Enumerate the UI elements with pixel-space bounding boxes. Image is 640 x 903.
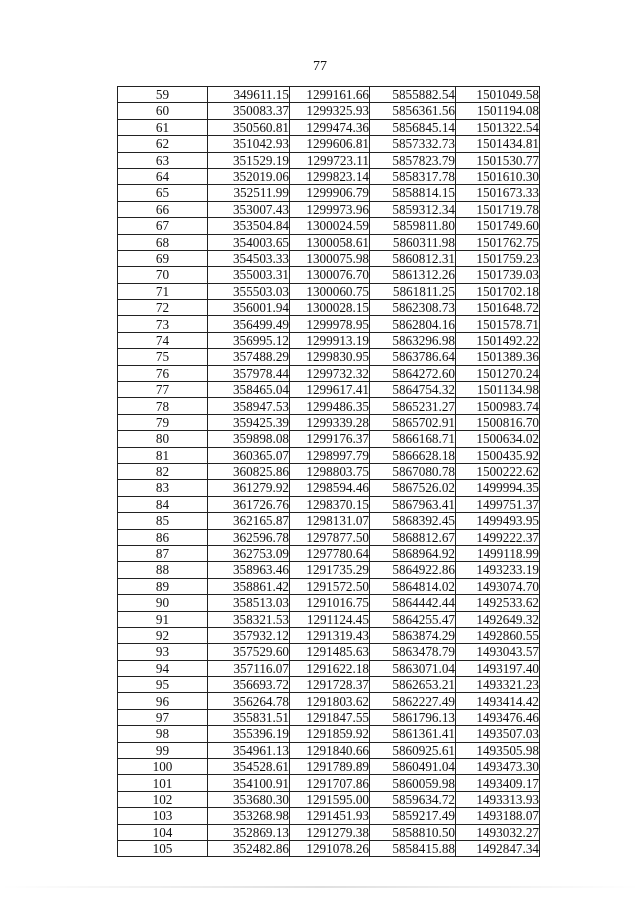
coordinate-cell: 1291789.89 bbox=[290, 759, 370, 775]
coordinate-cell: 349611.15 bbox=[208, 87, 290, 103]
coordinate-cell: 355003.31 bbox=[208, 267, 290, 283]
point-number-cell: 86 bbox=[118, 529, 208, 545]
point-number-cell: 97 bbox=[118, 709, 208, 725]
point-number-cell: 72 bbox=[118, 300, 208, 316]
coordinate-cell: 5868964.92 bbox=[370, 545, 456, 561]
coordinate-cell: 1298594.46 bbox=[290, 480, 370, 496]
point-number-cell: 99 bbox=[118, 742, 208, 758]
point-number-cell: 75 bbox=[118, 349, 208, 365]
point-number-cell: 79 bbox=[118, 414, 208, 430]
table-row bbox=[118, 152, 540, 168]
coordinate-cell: 5862653.21 bbox=[370, 677, 456, 693]
coordinate-cell: 353680.30 bbox=[208, 791, 290, 807]
coordinate-cell: 1291078.26 bbox=[290, 840, 370, 856]
table-row bbox=[118, 791, 540, 807]
coordinate-cell: 1501492.22 bbox=[456, 332, 540, 348]
table-row bbox=[118, 808, 540, 824]
table-row bbox=[118, 824, 540, 840]
coordinate-cell: 1500634.02 bbox=[456, 431, 540, 447]
coordinate-cell: 1493505.98 bbox=[456, 742, 540, 758]
coordinate-cell: 5867963.41 bbox=[370, 496, 456, 512]
coordinate-cell: 1501389.36 bbox=[456, 349, 540, 365]
coordinate-cell: 359898.08 bbox=[208, 431, 290, 447]
coordinate-cell: 5860812.31 bbox=[370, 250, 456, 266]
coordinate-cell: 361726.76 bbox=[208, 496, 290, 512]
coordinate-cell: 1291847.55 bbox=[290, 709, 370, 725]
coordinate-cell: 1499222.37 bbox=[456, 529, 540, 545]
table-row bbox=[118, 168, 540, 184]
coordinate-cell: 1291707.86 bbox=[290, 775, 370, 791]
table-row bbox=[118, 463, 540, 479]
coordinate-cell: 354528.61 bbox=[208, 759, 290, 775]
table-row bbox=[118, 496, 540, 512]
table-row bbox=[118, 300, 540, 316]
coordinate-cell: 5862308.73 bbox=[370, 300, 456, 316]
coordinate-cell: 354503.33 bbox=[208, 250, 290, 266]
coordinate-cell: 5858810.50 bbox=[370, 824, 456, 840]
table-row bbox=[118, 644, 540, 660]
point-number-cell: 80 bbox=[118, 431, 208, 447]
point-number-cell: 83 bbox=[118, 480, 208, 496]
table-row bbox=[118, 103, 540, 119]
table-row bbox=[118, 119, 540, 135]
table-row bbox=[118, 447, 540, 463]
coordinate-cell: 5860491.04 bbox=[370, 759, 456, 775]
coordinate-cell: 357116.07 bbox=[208, 660, 290, 676]
coordinate-cell: 1297877.50 bbox=[290, 529, 370, 545]
coordinate-cell: 1291859.92 bbox=[290, 726, 370, 742]
coordinate-cell: 1291595.00 bbox=[290, 791, 370, 807]
coordinate-cell: 5861312.26 bbox=[370, 267, 456, 283]
coordinate-table bbox=[117, 86, 540, 857]
table-row bbox=[118, 398, 540, 414]
coordinate-cell: 5856845.14 bbox=[370, 119, 456, 135]
coordinate-cell: 1291622.18 bbox=[290, 660, 370, 676]
table-row bbox=[118, 431, 540, 447]
coordinate-cell: 5868392.45 bbox=[370, 513, 456, 529]
coordinate-cell: 5865231.27 bbox=[370, 398, 456, 414]
coordinate-cell: 1501134.98 bbox=[456, 382, 540, 398]
table-row bbox=[118, 185, 540, 201]
coordinate-cell: 1501610.30 bbox=[456, 168, 540, 184]
coordinate-cell: 5864255.47 bbox=[370, 611, 456, 627]
coordinate-cell: 1291124.45 bbox=[290, 611, 370, 627]
coordinate-cell: 1299325.93 bbox=[290, 103, 370, 119]
coordinate-cell: 353504.84 bbox=[208, 218, 290, 234]
coordinate-cell: 1501434.81 bbox=[456, 136, 540, 152]
coordinate-cell: 358861.42 bbox=[208, 578, 290, 594]
coordinate-cell: 357529.60 bbox=[208, 644, 290, 660]
point-number-cell: 69 bbox=[118, 250, 208, 266]
table-row bbox=[118, 250, 540, 266]
point-number-cell: 77 bbox=[118, 382, 208, 398]
coordinate-cell: 361279.92 bbox=[208, 480, 290, 496]
point-number-cell: 65 bbox=[118, 185, 208, 201]
coordinate-cell: 1499994.35 bbox=[456, 480, 540, 496]
table-row bbox=[118, 677, 540, 693]
coordinate-cell: 1501049.58 bbox=[456, 87, 540, 103]
coordinate-table-body bbox=[118, 87, 540, 857]
coordinate-cell: 358963.46 bbox=[208, 562, 290, 578]
coordinate-cell: 357932.12 bbox=[208, 627, 290, 643]
coordinate-cell: 5863478.79 bbox=[370, 644, 456, 660]
coordinate-cell: 355831.51 bbox=[208, 709, 290, 725]
coordinate-cell: 5859312.34 bbox=[370, 201, 456, 217]
point-number-cell: 103 bbox=[118, 808, 208, 824]
coordinate-cell: 355396.19 bbox=[208, 726, 290, 742]
coordinate-cell: 354100.91 bbox=[208, 775, 290, 791]
coordinate-cell: 1501530.77 bbox=[456, 152, 540, 168]
coordinate-cell: 356001.94 bbox=[208, 300, 290, 316]
coordinate-cell: 362165.87 bbox=[208, 513, 290, 529]
coordinate-cell: 1501270.24 bbox=[456, 365, 540, 381]
coordinate-cell: 1299823.14 bbox=[290, 168, 370, 184]
coordinate-cell: 353007.43 bbox=[208, 201, 290, 217]
coordinate-cell: 1299973.96 bbox=[290, 201, 370, 217]
coordinate-cell: 1298803.75 bbox=[290, 463, 370, 479]
coordinate-cell: 356499.49 bbox=[208, 316, 290, 332]
coordinate-cell: 355503.03 bbox=[208, 283, 290, 299]
table-row bbox=[118, 545, 540, 561]
coordinate-cell: 1299978.95 bbox=[290, 316, 370, 332]
table-row bbox=[118, 611, 540, 627]
coordinate-cell: 1492847.34 bbox=[456, 840, 540, 856]
coordinate-cell: 5859634.72 bbox=[370, 791, 456, 807]
coordinate-cell: 1500435.92 bbox=[456, 447, 540, 463]
page-number: 77 bbox=[313, 59, 327, 74]
table-row bbox=[118, 742, 540, 758]
coordinate-cell: 1501578.71 bbox=[456, 316, 540, 332]
point-number-cell: 84 bbox=[118, 496, 208, 512]
coordinate-cell: 1493197.40 bbox=[456, 660, 540, 676]
coordinate-cell: 1299486.35 bbox=[290, 398, 370, 414]
table-row bbox=[118, 693, 540, 709]
coordinate-cell: 362753.09 bbox=[208, 545, 290, 561]
coordinate-cell: 1298997.79 bbox=[290, 447, 370, 463]
coordinate-cell: 1493074.70 bbox=[456, 578, 540, 594]
point-number-cell: 105 bbox=[118, 840, 208, 856]
table-row bbox=[118, 480, 540, 496]
coordinate-cell: 5863786.64 bbox=[370, 349, 456, 365]
coordinate-cell: 5861811.25 bbox=[370, 283, 456, 299]
coordinate-cell: 360825.86 bbox=[208, 463, 290, 479]
point-number-cell: 70 bbox=[118, 267, 208, 283]
table-row bbox=[118, 759, 540, 775]
coordinate-cell: 356693.72 bbox=[208, 677, 290, 693]
coordinate-cell: 358465.04 bbox=[208, 382, 290, 398]
coordinate-cell: 358947.53 bbox=[208, 398, 290, 414]
table-row bbox=[118, 87, 540, 103]
coordinate-cell: 5861796.13 bbox=[370, 709, 456, 725]
coordinate-cell: 5864754.32 bbox=[370, 382, 456, 398]
coordinate-cell: 5860059.98 bbox=[370, 775, 456, 791]
coordinate-cell: 1493313.93 bbox=[456, 791, 540, 807]
coordinate-cell: 1300075.98 bbox=[290, 250, 370, 266]
table-row bbox=[118, 332, 540, 348]
coordinate-cell: 1291485.63 bbox=[290, 644, 370, 660]
coordinate-cell: 1299339.28 bbox=[290, 414, 370, 430]
coordinate-cell: 1300024.59 bbox=[290, 218, 370, 234]
coordinate-cell: 362596.78 bbox=[208, 529, 290, 545]
coordinate-cell: 1492649.32 bbox=[456, 611, 540, 627]
coordinate-cell: 5868812.67 bbox=[370, 529, 456, 545]
point-number-cell: 90 bbox=[118, 595, 208, 611]
table-row bbox=[118, 382, 540, 398]
coordinate-cell: 351529.19 bbox=[208, 152, 290, 168]
coordinate-cell: 1297780.64 bbox=[290, 545, 370, 561]
point-number-cell: 73 bbox=[118, 316, 208, 332]
table-row bbox=[118, 562, 540, 578]
coordinate-cell: 1493476.46 bbox=[456, 709, 540, 725]
coordinate-cell: 352869.13 bbox=[208, 824, 290, 840]
coordinate-cell: 1291451.93 bbox=[290, 808, 370, 824]
point-number-cell: 85 bbox=[118, 513, 208, 529]
coordinate-cell: 1500816.70 bbox=[456, 414, 540, 430]
coordinate-cell: 1299176.37 bbox=[290, 431, 370, 447]
coordinate-cell: 5864814.02 bbox=[370, 578, 456, 594]
table-row bbox=[118, 578, 540, 594]
coordinate-cell: 5867526.02 bbox=[370, 480, 456, 496]
coordinate-cell: 1291728.37 bbox=[290, 677, 370, 693]
coordinate-cell: 1493414.42 bbox=[456, 693, 540, 709]
coordinate-cell: 1291840.66 bbox=[290, 742, 370, 758]
coordinate-cell: 1492533.62 bbox=[456, 595, 540, 611]
coordinate-cell: 1291016.75 bbox=[290, 595, 370, 611]
table-row bbox=[118, 234, 540, 250]
point-number-cell: 88 bbox=[118, 562, 208, 578]
coordinate-cell: 352482.86 bbox=[208, 840, 290, 856]
point-number-cell: 67 bbox=[118, 218, 208, 234]
table-row bbox=[118, 627, 540, 643]
point-number-cell: 92 bbox=[118, 627, 208, 643]
coordinate-cell: 5865702.91 bbox=[370, 414, 456, 430]
coordinate-cell: 351042.93 bbox=[208, 136, 290, 152]
point-number-cell: 59 bbox=[118, 87, 208, 103]
coordinate-cell: 357978.44 bbox=[208, 365, 290, 381]
coordinate-cell: 5857823.79 bbox=[370, 152, 456, 168]
point-number-cell: 104 bbox=[118, 824, 208, 840]
coordinate-cell: 1501673.33 bbox=[456, 185, 540, 201]
coordinate-cell: 1499493.95 bbox=[456, 513, 540, 529]
coordinate-cell: 1501762.75 bbox=[456, 234, 540, 250]
coordinate-cell: 1501749.60 bbox=[456, 218, 540, 234]
table-row bbox=[118, 267, 540, 283]
coordinate-cell: 1299606.81 bbox=[290, 136, 370, 152]
table-row bbox=[118, 660, 540, 676]
coordinate-cell: 5860925.61 bbox=[370, 742, 456, 758]
point-number-cell: 71 bbox=[118, 283, 208, 299]
point-number-cell: 64 bbox=[118, 168, 208, 184]
coordinate-cell: 5858317.78 bbox=[370, 168, 456, 184]
point-number-cell: 89 bbox=[118, 578, 208, 594]
table-row bbox=[118, 218, 540, 234]
coordinate-cell: 352019.06 bbox=[208, 168, 290, 184]
coordinate-cell: 1500983.74 bbox=[456, 398, 540, 414]
coordinate-cell: 1299906.79 bbox=[290, 185, 370, 201]
point-number-cell: 101 bbox=[118, 775, 208, 791]
coordinate-cell: 1493321.23 bbox=[456, 677, 540, 693]
coordinate-cell: 5861361.41 bbox=[370, 726, 456, 742]
point-number-cell: 62 bbox=[118, 136, 208, 152]
coordinate-cell: 360365.07 bbox=[208, 447, 290, 463]
coordinate-cell: 358513.03 bbox=[208, 595, 290, 611]
point-number-cell: 81 bbox=[118, 447, 208, 463]
coordinate-cell: 5856361.56 bbox=[370, 103, 456, 119]
coordinate-cell: 1499751.37 bbox=[456, 496, 540, 512]
coordinate-cell: 5860311.98 bbox=[370, 234, 456, 250]
point-number-cell: 87 bbox=[118, 545, 208, 561]
table-row bbox=[118, 595, 540, 611]
coordinate-cell: 359425.39 bbox=[208, 414, 290, 430]
table-row bbox=[118, 414, 540, 430]
coordinate-cell: 5863874.29 bbox=[370, 627, 456, 643]
coordinate-cell: 1501648.72 bbox=[456, 300, 540, 316]
coordinate-cell: 1493043.57 bbox=[456, 644, 540, 660]
point-number-cell: 63 bbox=[118, 152, 208, 168]
point-number-cell: 102 bbox=[118, 791, 208, 807]
point-number-cell: 93 bbox=[118, 644, 208, 660]
point-number-cell: 68 bbox=[118, 234, 208, 250]
point-number-cell: 96 bbox=[118, 693, 208, 709]
table-row bbox=[118, 201, 540, 217]
coordinate-cell: 5862227.49 bbox=[370, 693, 456, 709]
point-number-cell: 98 bbox=[118, 726, 208, 742]
coordinate-cell: 356264.78 bbox=[208, 693, 290, 709]
coordinate-cell: 5866168.71 bbox=[370, 431, 456, 447]
point-number-cell: 82 bbox=[118, 463, 208, 479]
coordinate-cell: 1300058.61 bbox=[290, 234, 370, 250]
coordinate-cell: 356995.12 bbox=[208, 332, 290, 348]
coordinate-cell: 1299732.32 bbox=[290, 365, 370, 381]
coordinate-cell: 1300076.70 bbox=[290, 267, 370, 283]
coordinate-cell: 1499118.99 bbox=[456, 545, 540, 561]
coordinate-cell: 1299913.19 bbox=[290, 332, 370, 348]
coordinate-cell: 1493473.30 bbox=[456, 759, 540, 775]
coordinate-cell: 357488.29 bbox=[208, 349, 290, 365]
coordinate-cell: 1291572.50 bbox=[290, 578, 370, 594]
table-row bbox=[118, 316, 540, 332]
coordinate-cell: 1291319.43 bbox=[290, 627, 370, 643]
table-row bbox=[118, 709, 540, 725]
coordinate-cell: 5866628.18 bbox=[370, 447, 456, 463]
coordinate-cell: 5857332.73 bbox=[370, 136, 456, 152]
coordinate-cell: 1298131.07 bbox=[290, 513, 370, 529]
point-number-cell: 76 bbox=[118, 365, 208, 381]
coordinate-cell: 1299474.36 bbox=[290, 119, 370, 135]
point-number-cell: 95 bbox=[118, 677, 208, 693]
point-number-cell: 78 bbox=[118, 398, 208, 414]
coordinate-cell: 1298370.15 bbox=[290, 496, 370, 512]
coordinate-cell: 354003.65 bbox=[208, 234, 290, 250]
coordinate-cell: 1500222.62 bbox=[456, 463, 540, 479]
coordinate-cell: 5858415.88 bbox=[370, 840, 456, 856]
table-row bbox=[118, 726, 540, 742]
coordinate-cell: 5859217.49 bbox=[370, 808, 456, 824]
table-row bbox=[118, 529, 540, 545]
coordinate-cell: 5863071.04 bbox=[370, 660, 456, 676]
coordinate-cell: 1493188.07 bbox=[456, 808, 540, 824]
point-number-cell: 74 bbox=[118, 332, 208, 348]
table-row bbox=[118, 840, 540, 856]
coordinate-cell: 1299723.11 bbox=[290, 152, 370, 168]
coordinate-cell: 5858814.15 bbox=[370, 185, 456, 201]
point-number-cell: 60 bbox=[118, 103, 208, 119]
coordinate-cell: 354961.13 bbox=[208, 742, 290, 758]
table-row bbox=[118, 349, 540, 365]
coordinate-cell: 5855882.54 bbox=[370, 87, 456, 103]
coordinate-cell: 1501759.23 bbox=[456, 250, 540, 266]
coordinate-cell: 5867080.78 bbox=[370, 463, 456, 479]
coordinate-cell: 1299830.95 bbox=[290, 349, 370, 365]
coordinate-cell: 1501702.18 bbox=[456, 283, 540, 299]
point-number-cell: 94 bbox=[118, 660, 208, 676]
coordinate-cell: 1299161.66 bbox=[290, 87, 370, 103]
coordinate-cell: 1291279.38 bbox=[290, 824, 370, 840]
point-number-cell: 100 bbox=[118, 759, 208, 775]
coordinate-cell: 5863296.98 bbox=[370, 332, 456, 348]
coordinate-cell: 1501194.08 bbox=[456, 103, 540, 119]
coordinate-cell: 1501322.54 bbox=[456, 119, 540, 135]
point-number-cell: 61 bbox=[118, 119, 208, 135]
coordinate-cell: 1300060.75 bbox=[290, 283, 370, 299]
point-number-cell: 91 bbox=[118, 611, 208, 627]
table-row bbox=[118, 365, 540, 381]
coordinate-cell: 1493507.03 bbox=[456, 726, 540, 742]
coordinate-cell: 1299617.41 bbox=[290, 382, 370, 398]
table-row bbox=[118, 283, 540, 299]
coordinate-cell: 1291735.29 bbox=[290, 562, 370, 578]
coordinate-cell: 1493032.27 bbox=[456, 824, 540, 840]
coordinate-cell: 1291803.62 bbox=[290, 693, 370, 709]
coordinate-cell: 358321.53 bbox=[208, 611, 290, 627]
table-row bbox=[118, 775, 540, 791]
table-row bbox=[118, 513, 540, 529]
coordinate-cell: 350560.81 bbox=[208, 119, 290, 135]
coordinate-cell: 1493409.17 bbox=[456, 775, 540, 791]
coordinate-cell: 1493233.19 bbox=[456, 562, 540, 578]
coordinate-cell: 5864922.86 bbox=[370, 562, 456, 578]
coordinate-cell: 5859811.80 bbox=[370, 218, 456, 234]
coordinate-cell: 350083.37 bbox=[208, 103, 290, 119]
point-number-cell: 66 bbox=[118, 201, 208, 217]
coordinate-cell: 1492860.55 bbox=[456, 627, 540, 643]
page-bottom-shadow bbox=[0, 886, 640, 888]
coordinate-cell: 1501739.03 bbox=[456, 267, 540, 283]
table-row bbox=[118, 136, 540, 152]
coordinate-cell: 1501719.78 bbox=[456, 201, 540, 217]
coordinate-cell: 352511.99 bbox=[208, 185, 290, 201]
coordinate-cell: 1300028.15 bbox=[290, 300, 370, 316]
coordinate-cell: 353268.98 bbox=[208, 808, 290, 824]
coordinate-cell: 5862804.16 bbox=[370, 316, 456, 332]
coordinate-cell: 5864442.44 bbox=[370, 595, 456, 611]
coordinate-cell: 5864272.60 bbox=[370, 365, 456, 381]
